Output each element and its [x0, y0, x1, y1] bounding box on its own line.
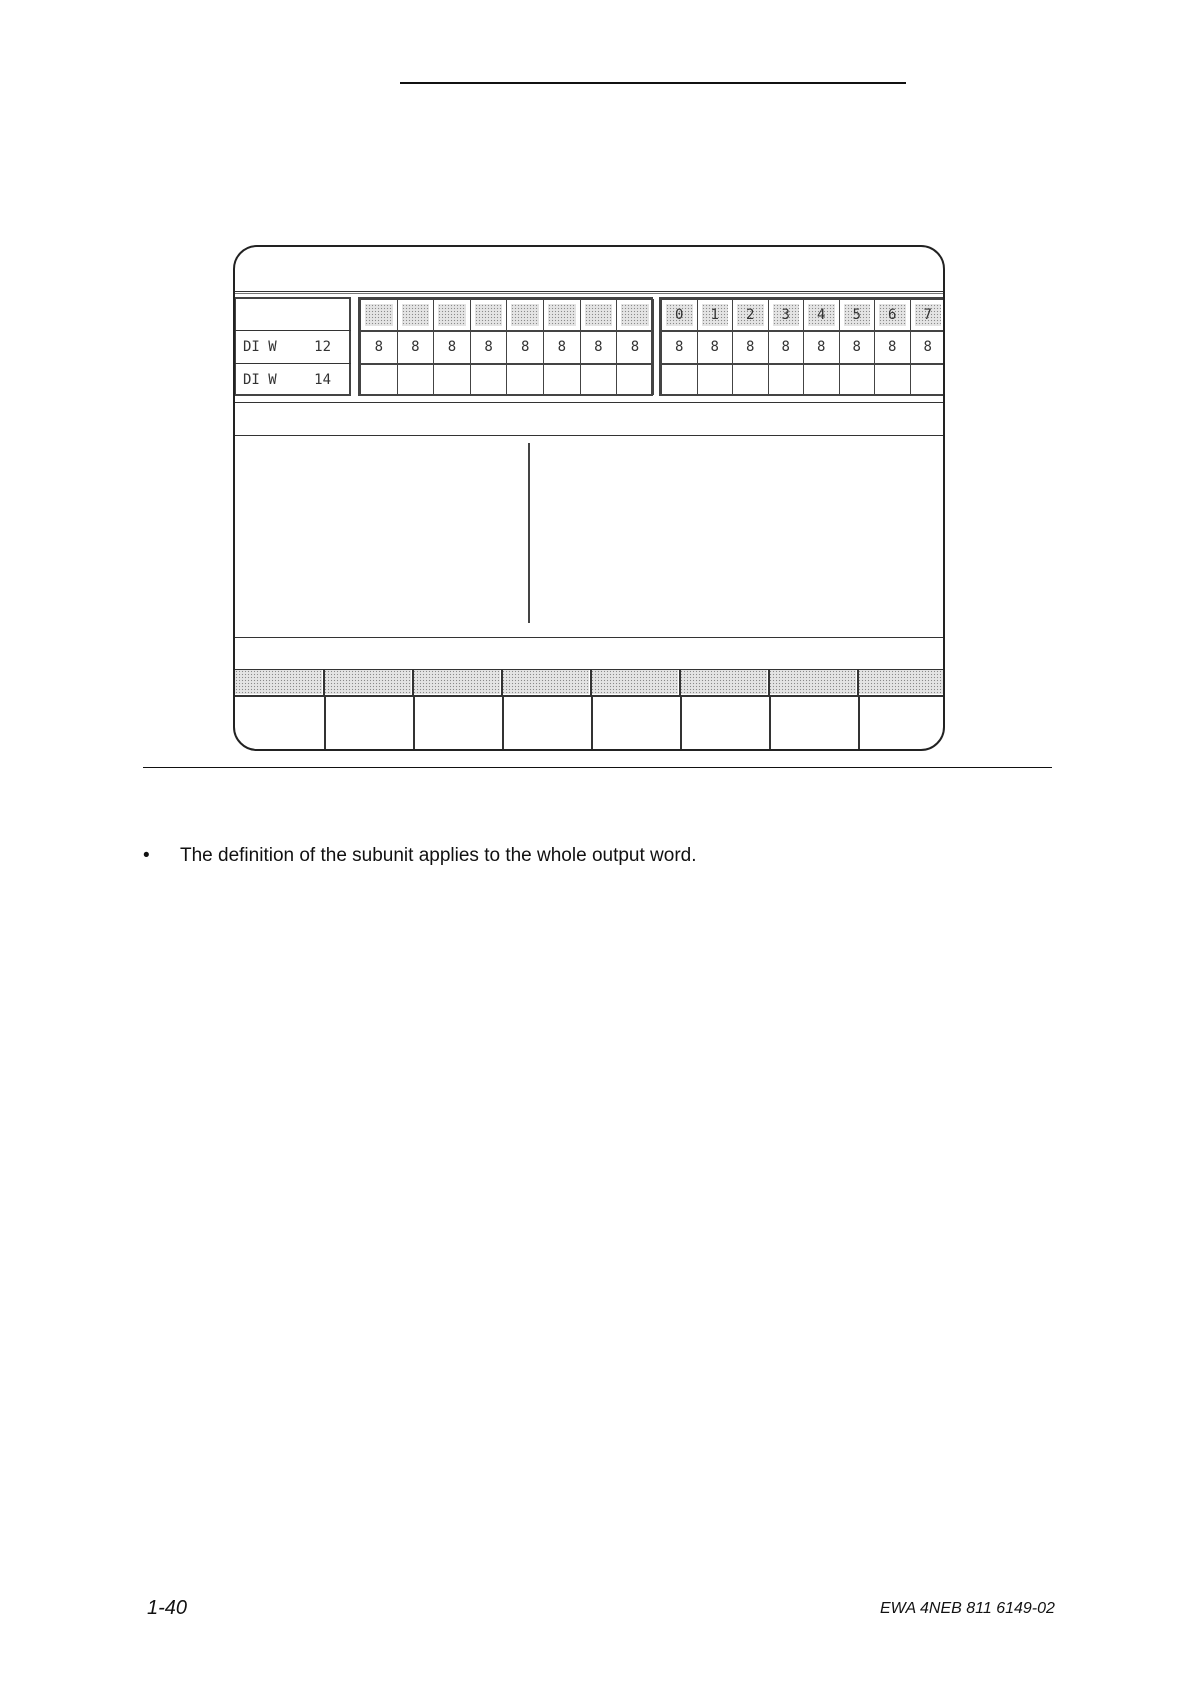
- bit-value-cell[interactable]: [732, 364, 769, 395]
- bit-header-low-1: [697, 299, 734, 331]
- bit-header-high-4: [506, 299, 544, 331]
- bit-value: 8: [852, 339, 861, 355]
- status-line-bottom: [235, 435, 943, 436]
- bit-header-low-3: [768, 299, 805, 331]
- bit-value-cell[interactable]: [397, 364, 435, 395]
- softkey-separator: [857, 670, 859, 695]
- bit-header-high-5: [543, 299, 581, 331]
- status-line-top: [235, 402, 943, 403]
- header-rule: [400, 82, 906, 84]
- softkey-f4[interactable]: [502, 695, 591, 751]
- softkey-shade-1: [235, 670, 322, 694]
- bit-value: 8: [557, 339, 567, 355]
- row-1-address: 12: [314, 339, 331, 355]
- bit-value-cell[interactable]: [661, 364, 698, 395]
- bit-value-cell[interactable]: [397, 331, 435, 364]
- address-column-divider: [235, 363, 351, 364]
- bit-value: 8: [411, 339, 420, 355]
- bit-value: 8: [374, 339, 384, 355]
- bit-value-cell[interactable]: [580, 331, 618, 364]
- bit-header-label: 3: [781, 307, 790, 323]
- bit-header-label: 6: [888, 307, 897, 323]
- softkey-shade-6: [680, 670, 767, 694]
- bit-header-high-2: [433, 299, 471, 331]
- dialog-line: [235, 637, 943, 638]
- bit-value-cell[interactable]: [580, 364, 618, 395]
- bit-value-cell[interactable]: [506, 331, 544, 364]
- bit-value-cell[interactable]: [910, 364, 946, 395]
- row-2-address: 14: [314, 372, 331, 388]
- bit-value: 8: [484, 339, 493, 355]
- bit-header-high-7: [616, 299, 654, 331]
- bit-value-cell[interactable]: [616, 331, 654, 364]
- bit-header-label: [398, 300, 434, 330]
- bit-header-label: 0: [675, 307, 684, 323]
- softkey-separator: [768, 670, 770, 695]
- bit-header-label: 7: [923, 307, 932, 323]
- softkey-shade-2: [324, 670, 411, 694]
- bit-header-high-1: [397, 299, 435, 331]
- bit-value-cell[interactable]: [697, 364, 734, 395]
- softkey-f5[interactable]: [591, 695, 680, 751]
- bit-value-cell[interactable]: [768, 364, 805, 395]
- bit-value: 8: [520, 339, 530, 355]
- softkey-f6[interactable]: [680, 695, 769, 751]
- bit-value-cell[interactable]: [661, 331, 698, 364]
- bullet-symbol: •: [143, 845, 150, 866]
- bit-header-label: 2: [746, 307, 755, 323]
- bit-value: 8: [923, 339, 932, 355]
- bit-value-cell[interactable]: [732, 331, 769, 364]
- bit-header-label: [507, 300, 543, 330]
- programmer-screen: [233, 245, 945, 751]
- bit-header-high-0: [360, 299, 398, 331]
- bit-header-label: [544, 300, 580, 330]
- bit-header-label: [617, 300, 653, 330]
- bit-header-label: [434, 300, 470, 330]
- softkey-separator: [412, 670, 414, 695]
- screen-header-line-2: [235, 293, 943, 294]
- bit-value-cell[interactable]: [910, 331, 946, 364]
- bit-header-low-6: [874, 299, 911, 331]
- bit-header-high-6: [580, 299, 618, 331]
- bit-header-label: [361, 300, 397, 330]
- row-2-label: DI W: [243, 372, 277, 388]
- bit-value-cell[interactable]: [506, 364, 544, 395]
- bit-value-cell[interactable]: [543, 364, 581, 395]
- figure-rule: [143, 767, 1052, 768]
- bit-header-label: 1: [710, 307, 719, 323]
- bullet-paragraph: [143, 845, 697, 867]
- bit-value: 8: [710, 339, 719, 355]
- softkey-f1[interactable]: [235, 695, 324, 751]
- row-1-label-group: [235, 339, 347, 357]
- bit-value-cell[interactable]: [360, 331, 398, 364]
- softkey-separator: [501, 670, 503, 695]
- bit-value-cell[interactable]: [470, 331, 508, 364]
- bit-header-label: 5: [852, 307, 861, 323]
- softkey-shade-4: [502, 670, 589, 694]
- bit-value-cell[interactable]: [874, 364, 911, 395]
- bullet-text: The definition of the subunit applies to the whole output word.: [180, 845, 697, 866]
- bit-value-cell[interactable]: [433, 364, 471, 395]
- softkey-f2[interactable]: [324, 695, 413, 751]
- bit-value: 8: [817, 339, 826, 355]
- bit-header-label: [471, 300, 507, 330]
- bit-value-cell[interactable]: [470, 364, 508, 395]
- bit-header-label: [581, 300, 617, 330]
- bit-header-low-2: [732, 299, 769, 331]
- row-2-label-group: [235, 372, 347, 390]
- bit-value-cell[interactable]: [839, 364, 876, 395]
- bit-value: 8: [675, 339, 684, 355]
- bit-header-low-4: [803, 299, 840, 331]
- doc-code: EWA 4NEB 811 6149-02: [880, 1600, 1055, 1617]
- bit-value-cell[interactable]: [543, 331, 581, 364]
- softkey-f8[interactable]: [858, 695, 945, 751]
- softkey-separator: [679, 670, 681, 695]
- softkey-shade-5: [591, 670, 678, 694]
- bit-value-cell[interactable]: [616, 364, 654, 395]
- bit-header-label: 4: [817, 307, 826, 323]
- bit-value-cell[interactable]: [697, 331, 734, 364]
- bit-value-cell[interactable]: [803, 364, 840, 395]
- bit-value: 8: [781, 339, 790, 355]
- bit-value-cell[interactable]: [360, 364, 398, 395]
- softkey-shade-3: [413, 670, 500, 694]
- bit-value-cell[interactable]: [803, 331, 840, 364]
- softkey-separator: [323, 670, 325, 695]
- softkey-f7[interactable]: [769, 695, 858, 751]
- screen-header-line: [235, 291, 943, 292]
- bit-value: 8: [630, 339, 640, 355]
- softkey-shade-8: [858, 670, 945, 694]
- softkey-separator: [590, 670, 592, 695]
- bit-value-cell[interactable]: [433, 331, 471, 364]
- bit-value-cell[interactable]: [768, 331, 805, 364]
- message-area-divider: [528, 443, 530, 623]
- bit-header-high-3: [470, 299, 508, 331]
- bit-value-cell[interactable]: [839, 331, 876, 364]
- bit-value: 8: [746, 339, 755, 355]
- softkey-shade-7: [769, 670, 856, 694]
- bit-header-low-0: [661, 299, 698, 331]
- bit-value-cell[interactable]: [874, 331, 911, 364]
- softkey-f3[interactable]: [413, 695, 502, 751]
- bit-header-low-7: [910, 299, 946, 331]
- bit-value: 8: [594, 339, 603, 355]
- bit-value: 8: [447, 339, 457, 355]
- row-1-label: DI W: [243, 339, 277, 355]
- page-number: 1-40: [147, 1597, 188, 1619]
- address-column-divider: [235, 330, 351, 331]
- bit-header-low-5: [839, 299, 876, 331]
- bit-value: 8: [888, 339, 897, 355]
